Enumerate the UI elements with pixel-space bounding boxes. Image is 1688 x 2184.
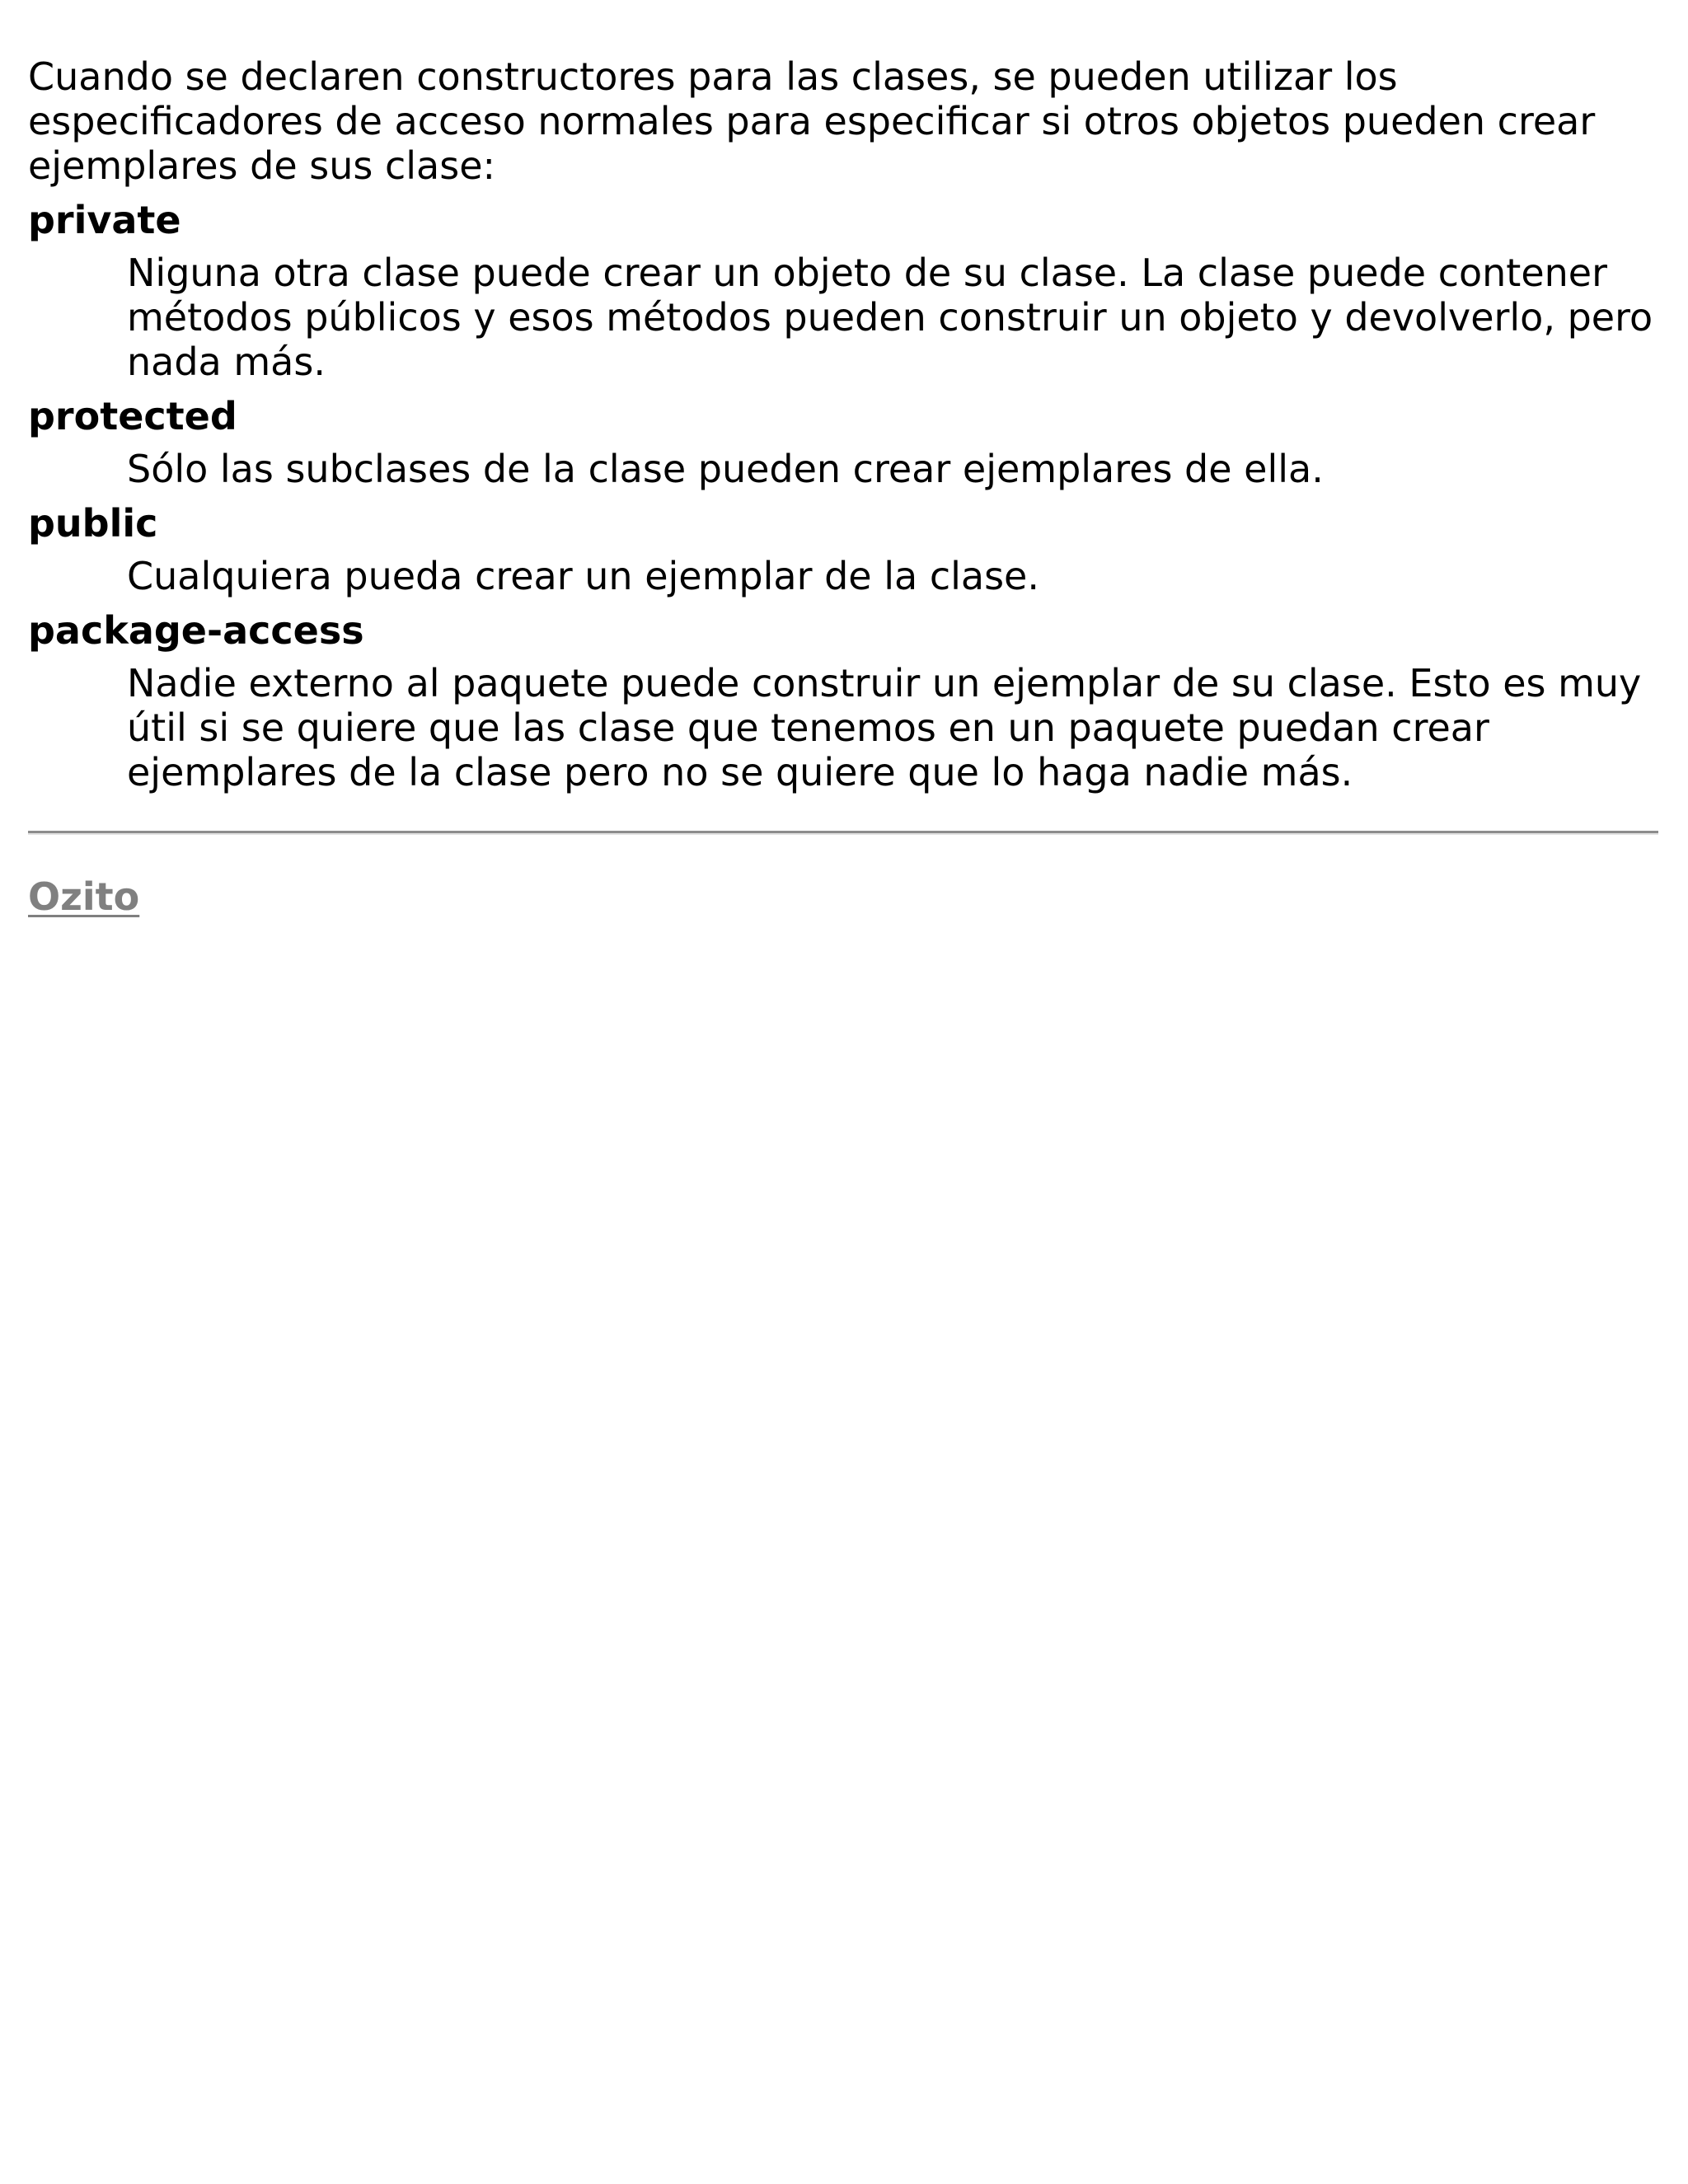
ozito-link[interactable]: Ozito [28, 874, 140, 919]
term-protected: protected [28, 394, 237, 438]
horizontal-rule [28, 831, 1658, 835]
term-public: public [28, 501, 158, 546]
description-private: Niguna otra clase puede crear un objeto de su clase. La clase puede contener métodos públicos y esos métodos pueden construir un objeto y devolverlo, pero nada más. [127, 251, 1653, 384]
access-specifier-list [28, 196, 1658, 794]
description-public: Cualquiera pueda crear un ejemplar de la clase. [127, 554, 1039, 598]
term-package-access: package-access [28, 608, 364, 653]
document-body [28, 54, 1658, 921]
description-protected: Sólo las subclases de la clase pueden crear ejemplares de ella. [127, 447, 1324, 491]
term-private: private [28, 198, 181, 242]
intro-paragraph: Cuando se declaren constructores para las clases, se pueden utilizar los especificadores de acceso normales para especificar si otros objetos pueden crear ejemplares de sus clase: [28, 54, 1596, 188]
description-package-access: Nadie externo al paquete puede construir un ejemplar de su clase. Esto es muy útil si se quiere que las clase que tenemos en un paquete puedan crear ejemplares de la clase pero no se quiere que lo haga nadie más. [127, 661, 1642, 794]
